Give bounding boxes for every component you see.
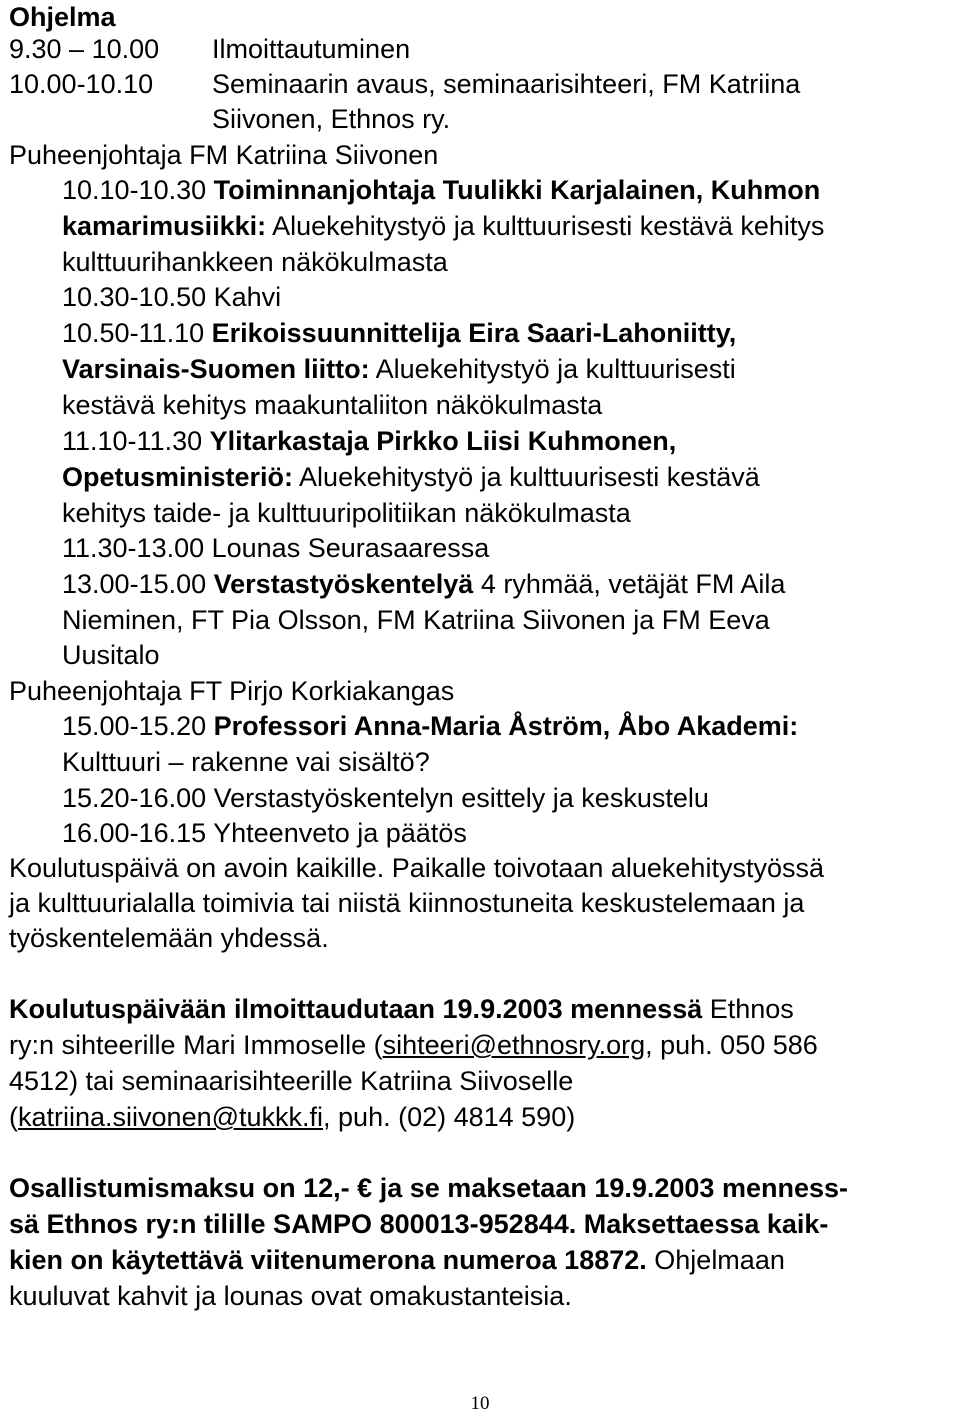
- program-item: 15.20-16.00 Verstastyöskentelyn esittely ja keskustelu: [62, 783, 709, 813]
- program-time: 10.50-11.10: [62, 318, 205, 348]
- program-time: 10.00-10.10: [9, 69, 154, 99]
- registration-line: [9, 1028, 818, 1062]
- registration-line: 4512) tai seminaarisihteerille Katriina Siivoselle: [9, 1066, 574, 1096]
- fee-text: ja se maksetaan 19.9.2003 menness-: [379, 1173, 848, 1203]
- page-number: 10: [470, 1393, 490, 1414]
- program-item: [62, 173, 820, 207]
- program-text: Ilmoittautuminen: [212, 34, 411, 64]
- program-item: [62, 316, 736, 350]
- fee-line: [9, 1171, 848, 1205]
- program-chair: Puheenjohtaja FM Katriina Siivonen: [9, 140, 439, 170]
- program-item: [62, 709, 798, 743]
- program-time: 13.00-15.00: [62, 569, 207, 599]
- talk-title: Aluekehitystyö ja kulttuurisesti kestävä: [299, 462, 760, 492]
- registration-text: , puh. (02) 4814 590): [323, 1102, 576, 1132]
- fee-line: sä Ethnos ry:n tilille SAMPO 800013-952844. Maksettaessa kaik-: [9, 1209, 829, 1239]
- reference-number: kien on käytettävä viitenumerona numeroa 18872.: [9, 1245, 647, 1275]
- program-time: 11.10-11.30: [62, 426, 203, 456]
- registration-text: Ethnos: [709, 994, 794, 1024]
- talk-title: kulttuurihankkeen näkökulmasta: [62, 247, 448, 277]
- registration-text: , puh. 050 586: [645, 1030, 818, 1060]
- speaker-org: kamarimusiikki:: [62, 211, 267, 241]
- talk-title: kehitys taide- ja kulttuuripolitiikan näkökulmasta: [62, 498, 631, 528]
- program-item: 16.00-16.15 Yhteenveto ja päätös: [62, 818, 467, 848]
- speaker-name: Professori Anna-Maria Åström, Åbo Akademi:: [213, 711, 799, 741]
- program-item: 11.30-13.00 Lounas Seurasaaressa: [62, 533, 490, 563]
- fee-line: kuuluvat kahvit ja lounas ovat omakustanteisia.: [9, 1281, 572, 1311]
- program-item: [62, 352, 736, 386]
- program-item: 10.30-10.50 Kahvi: [62, 282, 282, 312]
- info-paragraph: Koulutuspäivä on avoin kaikille. Paikalle toivotaan aluekehitystyössä: [9, 853, 824, 883]
- session-details: 4 ryhmää, vetäjät FM Aila: [480, 569, 786, 599]
- program-time: 9.30 – 10.00: [9, 34, 160, 64]
- session-details: Nieminen, FT Pia Olsson, FM Katriina Siivonen ja FM Eeva: [62, 605, 770, 635]
- program-heading: Ohjelma: [9, 2, 116, 32]
- euro-sign: €: [357, 1173, 373, 1203]
- talk-title: Aluekehitystyö ja kulttuurisesti kestävä kehitys: [272, 211, 825, 241]
- registration-text: (: [9, 1102, 18, 1132]
- fee-text: Ohjelmaan: [654, 1245, 785, 1275]
- session-name: Verstastyöskentelyä: [213, 569, 474, 599]
- program-text: Seminaarin avaus, seminaarisihteeri, FM Katriina: [212, 69, 801, 99]
- info-paragraph: ja kulttuurialalla toimivia tai niistä kiinnostuneita keskustelemaan ja: [9, 888, 805, 918]
- program-time: 10.10-10.30: [62, 175, 207, 205]
- email-link[interactable]: sihteeri@ethnosry.org: [382, 1030, 646, 1060]
- program-item: [62, 209, 824, 243]
- speaker-name: Erikoissuunnittelija Eira Saari-Lahoniitty,: [211, 318, 737, 348]
- speaker-org: Opetusministeriö:: [62, 462, 294, 492]
- speaker-org: Varsinais-Suomen liitto:: [62, 354, 370, 384]
- fee-text: Osallistumismaksu on 12,-: [9, 1173, 350, 1203]
- talk-title: Aluekehitystyö ja kulttuurisesti: [375, 354, 736, 384]
- email-link[interactable]: katriina.siivonen@tukkk.fi: [18, 1102, 324, 1132]
- program-item: [62, 460, 760, 494]
- program-item: [62, 424, 676, 458]
- registration-deadline: Koulutuspäivään ilmoittaudutaan 19.9.2003 mennessä: [9, 994, 703, 1024]
- program-text: Siivonen, Ethnos ry.: [212, 104, 451, 134]
- speaker-name: Toiminnanjohtaja Tuulikki Karjalainen, Kuhmon: [213, 175, 821, 205]
- session-details: Uusitalo: [62, 640, 160, 670]
- fee-line: [9, 1243, 785, 1277]
- program-time: 15.00-15.20: [62, 711, 207, 741]
- talk-title: Kulttuuri – rakenne vai sisältö?: [62, 747, 430, 777]
- registration-text: ry:n sihteerille Mari Immoselle (: [9, 1030, 383, 1060]
- registration-line: [9, 1100, 575, 1134]
- talk-title: kestävä kehitys maakuntaliiton näkökulmasta: [62, 390, 603, 420]
- speaker-name: Ylitarkastaja Pirkko Liisi Kuhmonen,: [209, 426, 677, 456]
- program-item: [62, 567, 785, 601]
- program-chair: Puheenjohtaja FT Pirjo Korkiakangas: [9, 676, 455, 706]
- info-paragraph: työskentelemään yhdessä.: [9, 923, 329, 953]
- registration-line: [9, 992, 794, 1026]
